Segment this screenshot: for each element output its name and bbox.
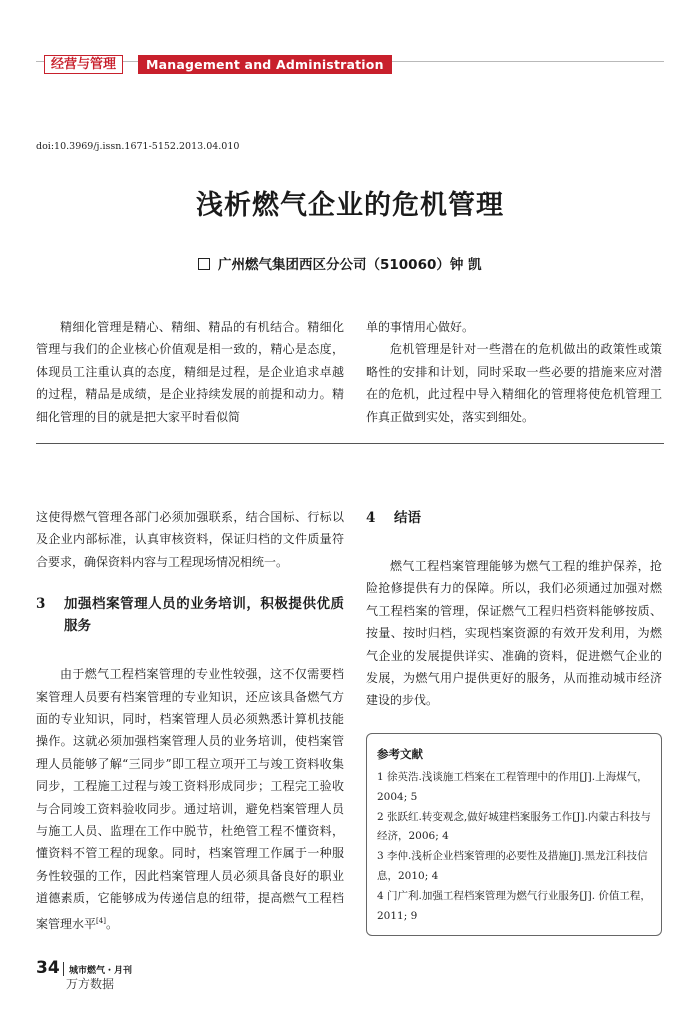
section-label-en: Management and Administration [138, 55, 392, 74]
section-title: 加强档案管理人员的业务培训，积极提供优质服务 [64, 596, 344, 635]
section-label-cn: 经营与管理 [44, 55, 123, 74]
citation: [4] [96, 916, 106, 925]
abstract-left [36, 316, 344, 428]
body-right-column [366, 506, 662, 712]
reference-item: 4 门广利.加强工程档案管理为燃气行业服务[J]. 价值工程，2011; 9 [377, 889, 651, 922]
separator-rule [36, 443, 664, 444]
references-box [366, 733, 662, 936]
reference-item: 1 徐英浩.浅谈施工档案在工程管理中的作用[J].上海煤气，2004; 5 [377, 771, 648, 803]
body-paragraph: 燃气工程档案管理能够为燃气工程的维护保养，抢险抢修提供有力的保障。所以，我们必须通过加强对燃气工程档案的管理，保证燃气工程归档资料能够按质、按量、按时归档，实现档案资源的有效开发利用，为燃气企业的发展提供详实、准确的资料，促进燃气企业的发展，为燃气用户提供更好的服务，从而推动城市经济建设的步伐。 [366, 559, 662, 708]
section-heading-4 [366, 507, 662, 529]
section-number: 4 [366, 510, 376, 526]
section-number: 3 [36, 596, 46, 613]
abstract-paragraph: 单的事情用心做好。 [366, 320, 475, 334]
article-title: 浅析燃气企业的危机管理 [196, 190, 504, 221]
footer-divider [63, 962, 64, 976]
abstract-right [366, 316, 662, 428]
section-title: 结语 [394, 510, 421, 526]
abstract-paragraph: 危机管理是针对一些潜在的危机做出的政策性或策略性的安排和计划，同时采取一些必要的措施来应对潜在的危机，此过程中导入精细化的管理将使危机管理工作真正做到实处，落实到细处。 [366, 342, 662, 424]
watermark: 万方数据 [66, 977, 115, 991]
author-line [198, 253, 482, 273]
abstract-paragraph: 精细化管理是精心、精细、精品的有机结合。精细化管理与我们的企业核心价值观是相一致的，精心是态度，体现员工注重认真的态度，精细是过程，是企业追求卓越的过程，精品是成绩，是企业持续发展的前提和动力。精细化管理的目的就是把大家平时看似简 [36, 320, 344, 424]
journal-name: 城市燃气・月刊 [69, 966, 133, 976]
section-heading-3 [36, 593, 344, 637]
references-title: 参考文献 [377, 747, 423, 761]
doi: doi:10.3969/j.issn.1671-5152.2013.04.010 [36, 141, 240, 152]
body-text: 由于燃气工程档案管理的专业性较强，这不仅需要档案管理人员要有档案管理的专业知识，还应该具备燃气方面的专业知识，同时，档案管理人员必须熟悉计算机技能操作。这就必须加强档案管理人员的业务培训，使档案管理人员能够了解“三同步”即工程立项开工与竣工资料收集同步，工程施工过程与竣工资料形成同步；工程完工验收与合同竣工资料验收同步。通过培训，避免档案管理人员与施工人员、监理在工作中脱节，杜绝管工程不懂资料，懂资料不管工程的现象。同时，档案管理工作属于一种服务性较强的工作，因此档案管理人员必须具备良好的职业道德素质，它能够成为传递信息的纽带，提高燃气工程档案管理水平 [36, 667, 344, 931]
body-paragraph [36, 663, 344, 935]
author-text: 广州燃气集团西区分公司（510060）钟 凯 [218, 257, 482, 273]
reference-item: 2 张跃红.转变观念,做好城建档案服务工作[J].内蒙古科技与经济，2006; 4 [377, 810, 651, 843]
page-number: 34 [36, 958, 60, 978]
body-text-end: 。 [105, 916, 118, 931]
body-paragraph: 这使得燃气管理各部门必须加强联系，结合国标、行标以及企业内部标准，认真审核资料，保证归档的文件质量符合要求，确保资料内容与工程现场情况相统一。 [36, 510, 344, 569]
reference-item: 3 李仲.浅析企业档案管理的必要性及措施[J].黑龙江科技信息，2010; 4 [377, 850, 648, 882]
body-left-column [36, 506, 344, 935]
square-icon [198, 258, 210, 270]
